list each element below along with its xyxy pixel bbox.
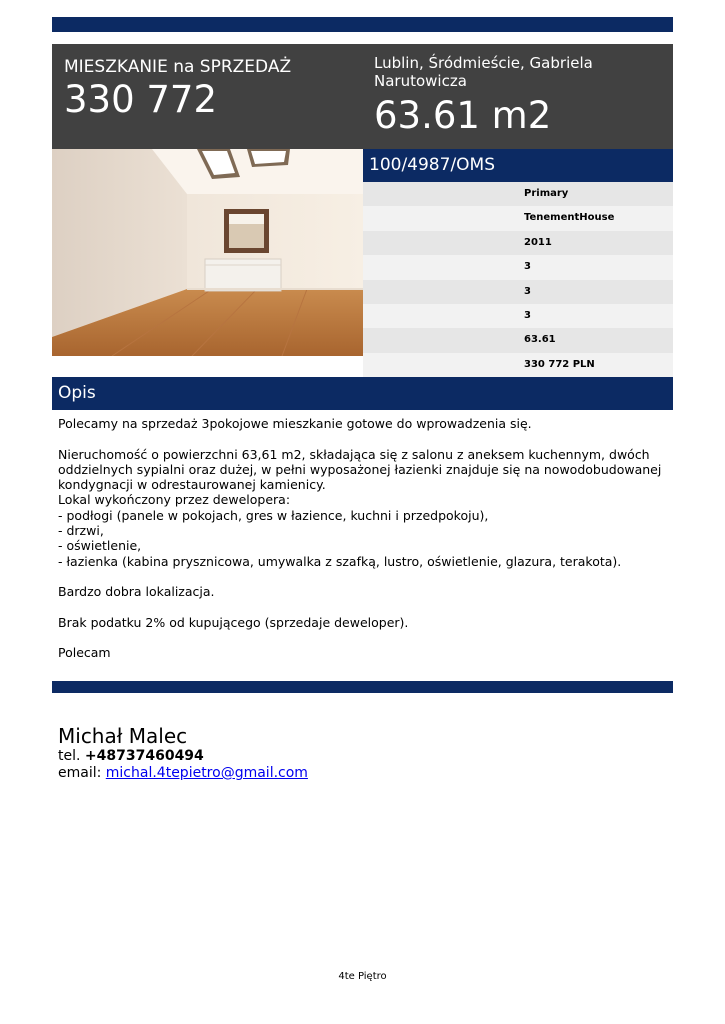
detail-year: 2011 <box>524 236 552 248</box>
agent-name: Michał Malec <box>58 724 188 748</box>
phone-number: +48737460494 <box>84 748 204 764</box>
listing-type-label: MIESZKANIE na SPRZEDAŻ <box>64 57 292 77</box>
top-decorative-bar <box>52 17 673 32</box>
description-body <box>58 416 668 661</box>
description-paragraph: Polecamy na sprzedaż 3pokojowe mieszkanie gotowe do wprowadzenia się. <box>58 416 532 431</box>
detail-value: 3 <box>524 261 531 273</box>
bottom-decorative-bar <box>52 681 673 693</box>
detail-value: 3 <box>524 309 531 321</box>
detail-row <box>363 353 673 377</box>
description-paragraph: Nieruchomość o powierzchni 63,61 m2, składająca się z salonu z aneksem kuchennym, dwóch oddzielnych sypialni oraz dużej, w pełni wyposażonej łazienki znajduje się na nowodobudowanej kondygnacji w odrestaurowanej kamienicy. <box>58 446 662 493</box>
detail-row <box>363 206 673 230</box>
phone-label: tel. <box>58 748 81 764</box>
description-heading: Opis <box>58 383 96 403</box>
detail-row <box>363 231 673 255</box>
room-photo <box>52 149 363 356</box>
description-line: - oświetlenie, <box>58 538 142 554</box>
listing-reference-bar <box>363 149 673 182</box>
description-line: - łazienka (kabina prysznicowa, umywalka z szafką, lustro, oświetlenie, glazura, terakota). <box>58 553 622 569</box>
listing-reference: 100/4987/OMS <box>369 155 496 175</box>
listing-details-table <box>363 182 673 377</box>
header-right <box>374 54 664 138</box>
email-link[interactable]: michal.4tepietro@gmail.com <box>105 765 308 781</box>
footer-text: 4te Piętro <box>338 971 387 982</box>
detail-row <box>363 304 673 328</box>
email-label: email: <box>58 765 102 781</box>
detail-row <box>363 280 673 304</box>
email-line <box>58 765 308 782</box>
agent-contact <box>58 724 308 782</box>
description-line: Lokal wykończony przez dewelopera: <box>58 492 291 508</box>
description-paragraph: Polecam <box>58 645 111 661</box>
detail-market: Primary <box>524 188 569 199</box>
detail-row <box>363 255 673 279</box>
description-heading-bar <box>52 377 673 410</box>
detail-row <box>363 328 673 352</box>
detail-value: 3 <box>524 285 531 297</box>
phone-line <box>58 748 308 765</box>
description-line: - drzwi, <box>58 523 104 539</box>
detail-row <box>363 182 673 206</box>
description-paragraph: Bardzo dobra lokalizacja. <box>58 584 215 600</box>
listing-header <box>52 44 673 149</box>
description-line: - podłogi (panele w pokojach, gres w łazience, kuchni i przedpokoju), <box>58 507 489 523</box>
detail-area: 63.61 <box>524 334 556 346</box>
listing-area: 63.61 m2 <box>374 94 552 137</box>
description-paragraph: Brak podatku 2% od kupującego (sprzedaje deweloper). <box>58 614 409 630</box>
detail-building-type: TenementHouse <box>524 212 615 224</box>
detail-price: 330 772 PLN <box>524 358 595 370</box>
listing-location: Lublin, Śródmieście, Gabriela Narutowicza <box>374 54 593 90</box>
header-left <box>64 56 354 122</box>
listing-price: 330 772 <box>64 78 218 121</box>
